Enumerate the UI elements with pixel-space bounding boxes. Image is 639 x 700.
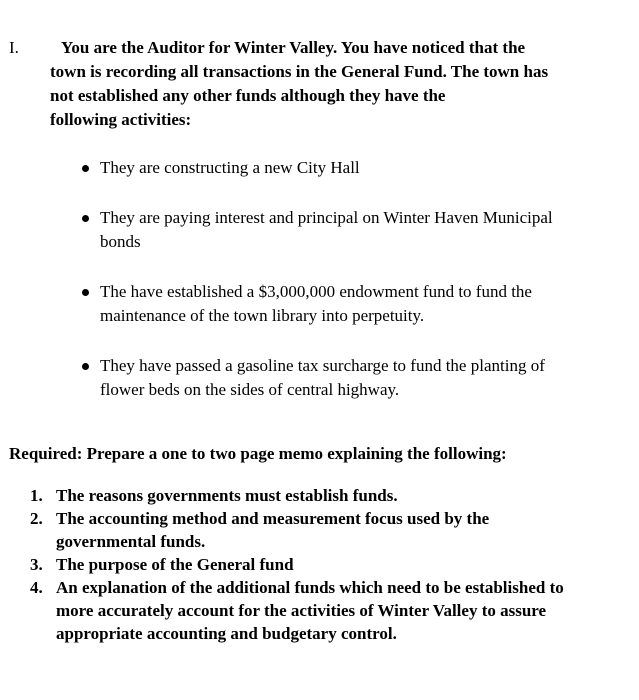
activity-text: They are paying interest and principal on Winter Haven Municipal — [100, 208, 553, 227]
question-intro — [50, 36, 635, 132]
bullet-icon — [82, 215, 89, 222]
item-text: more accurately account for the activities of Winter Valley to assure — [56, 601, 547, 620]
activity-text: flower beds on the sides of central highway. — [100, 380, 400, 399]
intro-line: not established any other funds although they have the — [50, 86, 446, 105]
required-item — [30, 507, 630, 553]
item-text: governmental funds. — [56, 532, 206, 551]
intro-line: town is recording all transactions in the General Fund. The town has — [50, 62, 549, 81]
required-item — [30, 484, 630, 507]
item-number: 3. — [30, 555, 43, 574]
activity-item — [72, 280, 632, 328]
activity-text: The have established a $3,000,000 endowment fund to fund the — [100, 282, 532, 301]
item-number: 2. — [30, 509, 43, 528]
bullet-icon — [82, 165, 89, 172]
activity-text: They are constructing a new City Hall — [100, 158, 360, 177]
intro-line: following activities: — [50, 110, 192, 129]
item-text: An explanation of the additional funds which need to be established to — [56, 578, 564, 597]
required-list — [30, 484, 630, 645]
item-number: 1. — [30, 486, 43, 505]
activity-text: maintenance of the town library into perpetuity. — [100, 306, 425, 325]
item-text: appropriate accounting and budgetary control. — [56, 624, 397, 643]
required-heading: Required: Prepare a one to two page memo explaining the following: — [9, 444, 507, 463]
item-text: The purpose of the General fund — [56, 555, 294, 574]
activity-item — [72, 354, 632, 402]
item-number: 4. — [30, 578, 43, 597]
activity-text: bonds — [100, 232, 141, 251]
required-item — [30, 576, 630, 645]
item-text: The reasons governments must establish funds. — [56, 486, 398, 505]
activity-item — [72, 156, 632, 180]
activity-item — [72, 206, 632, 254]
bullet-icon — [82, 289, 89, 296]
intro-line: You are the Auditor for Winter Valley. You have noticed that the — [61, 38, 526, 57]
required-item — [30, 553, 630, 576]
activities-list — [72, 156, 632, 428]
bullet-icon — [82, 363, 89, 370]
question-number: I. — [9, 38, 19, 57]
activity-text: They have passed a gasoline tax surcharge to fund the planting of — [100, 356, 545, 375]
item-text: The accounting method and measurement focus used by the — [56, 509, 490, 528]
